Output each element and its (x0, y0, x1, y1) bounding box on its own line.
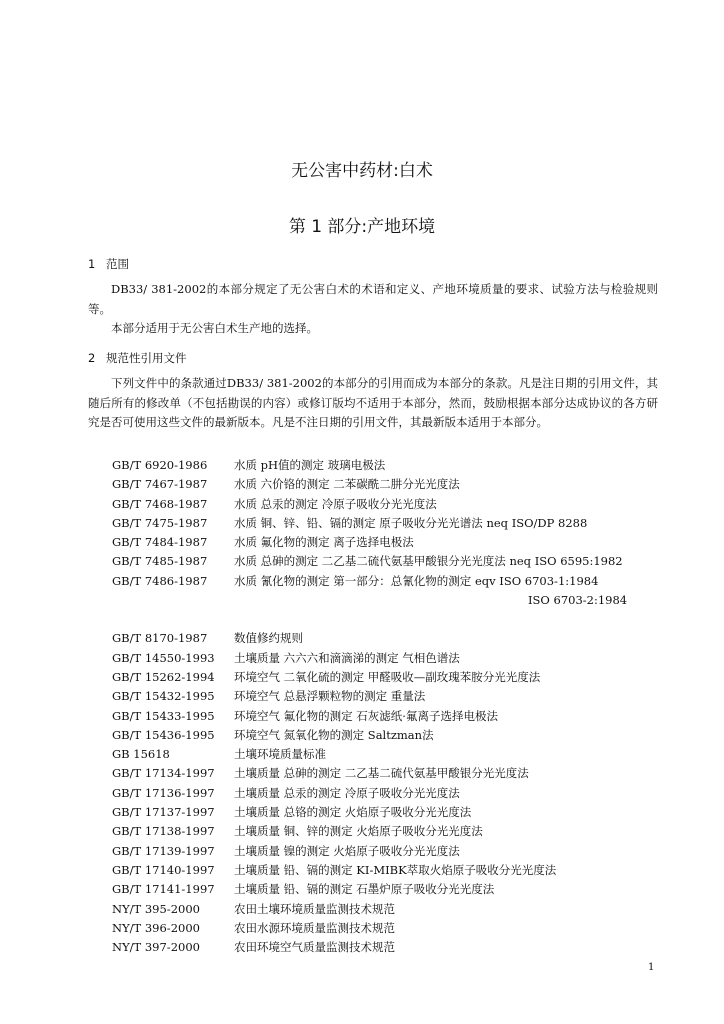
reference-code: NY/T 395-2000 (112, 901, 200, 916)
part-title: 第 1 部分:产地环境 (288, 217, 436, 237)
reference-code: NY/T 397-2000 (112, 940, 200, 955)
reference-item (112, 764, 672, 783)
reference-code: GB/T 17138-1997 (112, 824, 215, 839)
reference-title: ISO 6703-2:1984 (528, 593, 628, 608)
reference-title: 土壤质量 总汞的测定 冷原子吸收分光光度法 (234, 785, 460, 800)
reference-item (112, 861, 672, 880)
reference-title: 环境空气 总悬浮颗粒物的测定 重量法 (234, 689, 426, 704)
reference-title: 水质 氰化物的测定 第一部分：总氰化物的测定 eqv ISO 6703-1:1984 (234, 573, 599, 588)
reference-code: GB/T 17137-1997 (112, 805, 215, 820)
reference-item (112, 649, 672, 668)
section-heading-scope (88, 256, 129, 272)
reference-code: GB/T 7467-1987 (112, 477, 208, 492)
reference-title: 环境空气 氟化物的测定 石灰滤纸·氟离子选择电极法 (234, 708, 498, 723)
reference-code: GB/T 17134-1997 (112, 766, 215, 781)
reference-title: 农田环境空气质量监测技术规范 (234, 940, 395, 955)
reference-title: 土壤环境质量标准 (234, 747, 326, 762)
reference-code: GB/T 15433-1995 (112, 708, 215, 723)
reference-code: GB/T 6920-1986 (112, 458, 208, 472)
reference-item (112, 707, 672, 726)
reference-item (112, 572, 672, 591)
reference-title: 土壤质量 铜、锌的测定 火焰原子吸收分光光度法 (234, 824, 483, 839)
reference-code: GB/T 15432-1995 (112, 689, 215, 704)
document-title: 无公害中药材:白术 (291, 161, 433, 181)
reference-code: GB/T 15262-1994 (112, 669, 215, 684)
reference-title: 土壤质量 总铬的测定 火焰原子吸收分光光度法 (234, 805, 472, 820)
reference-code: GB/T 7468-1987 (112, 496, 208, 511)
reference-code: GB/T 7486-1987 (112, 573, 208, 588)
reference-code: GB/T 17141-1997 (112, 882, 215, 897)
scope-paragraph-1: DB33/ 381-2002的本部分规定了无公害白术的术语和定义、产地环境质量的要求、试验方法与检验规则等。 (88, 282, 658, 316)
reference-title: 水质 总汞的测定 冷原子吸收分光光度法 (234, 496, 437, 511)
reference-item (112, 668, 672, 687)
reference-item (112, 822, 672, 841)
reference-item (112, 552, 672, 571)
reference-list (112, 456, 672, 957)
reference-item (112, 514, 672, 533)
reference-item (112, 803, 672, 822)
reference-item (112, 900, 672, 919)
reference-code: GB/T 14550-1993 (112, 650, 215, 665)
reference-code: GB/T 7484-1987 (112, 535, 208, 550)
reference-title: 水质 六价铬的测定 二苯碳酰二肼分光光度法 (234, 477, 460, 492)
reference-title: 水质 pH值的测定 玻璃电极法 (234, 458, 386, 472)
reference-title: 水质 氟化物的测定 离子选择电极法 (234, 535, 414, 550)
reference-code: GB 15618 (112, 747, 170, 762)
reference-item (112, 475, 672, 494)
reference-title: 农田土壤环境质量监测技术规范 (234, 901, 395, 916)
reference-item (112, 919, 672, 938)
reference-item (112, 842, 672, 861)
reference-title: 土壤质量 铅、镉的测定 KI-MIBK萃取火焰原子吸收分光光度法 (234, 862, 557, 877)
reference-code: GB/T 17140-1997 (112, 862, 215, 877)
reference-title: 水质 铜、锌、铅、镉的测定 原子吸收分光光谱法 neq ISO/DP 8288 (234, 515, 588, 530)
reference-title: 土壤质量 铅、镉的测定 石墨炉原子吸收分光光度法 (234, 882, 495, 897)
reference-code: GB/T 15436-1995 (112, 727, 215, 742)
reference-item (112, 784, 672, 803)
reference-code: GB/T 17136-1997 (112, 785, 215, 800)
reference-item (112, 456, 672, 475)
reference-item (112, 726, 672, 745)
reference-item (112, 745, 672, 764)
reference-item (112, 533, 672, 552)
reference-code: GB/T 7475-1987 (112, 515, 208, 530)
reference-title: 土壤质量 镍的测定 火焰原子吸收分光光度法 (234, 843, 460, 858)
reference-code: GB/T 8170-1987 (112, 631, 208, 646)
scope-paragraph-2: 本部分适用于无公害白术生产地的选择。 (111, 321, 318, 335)
reference-title: 土壤质量 六六六和滴滴涕的测定 气相色谱法 (234, 650, 460, 665)
reference-title: 农田水源环境质量监测技术规范 (234, 920, 395, 935)
reference-item (112, 629, 672, 648)
reference-code: GB/T 7485-1987 (112, 554, 208, 569)
reference-item (112, 938, 672, 957)
page-number: 1 (648, 962, 655, 973)
section-title: 范围 (106, 257, 129, 271)
reference-item (112, 687, 672, 706)
reference-item (112, 880, 672, 899)
reference-item (112, 591, 672, 610)
references-intro-paragraph: 下列文件中的条款通过DB33/ 381-2002的本部分的引用而成为本部分的条款。凡是注日期的引用文件，其随后所有的修改单（不包括勘误的内容）或修订版均不适用于本部分，然而，鼓励根据本部分达成协议的各方研究是否可使用这些文件的最新版本。凡是不注日期的引用文件，其最新版本适用于本部分。 (88, 376, 658, 429)
reference-title: 环境空气 氮氧化物的测定 Saltzman法 (234, 727, 434, 742)
reference-title: 水质 总砷的测定 二乙基二硫代氨基甲酸银分光光度法 neq ISO 6595:1982 (234, 554, 623, 569)
reference-code: NY/T 396-2000 (112, 920, 200, 935)
section-number: 1 (88, 257, 96, 271)
reference-title: 环境空气 二氧化硫的测定 甲醛吸收—副玫瑰苯胺分光光度法 (234, 669, 541, 684)
section-heading-normative-references (88, 350, 187, 366)
reference-item (112, 495, 672, 514)
section-title: 规范性引用文件 (106, 351, 187, 365)
reference-code: GB/T 17139-1997 (112, 843, 215, 858)
section-number: 2 (88, 351, 96, 365)
reference-title: 土壤质量 总砷的测定 二乙基二硫代氨基甲酸银分光光度法 (234, 766, 529, 781)
reference-title: 数值修约规则 (234, 631, 303, 646)
